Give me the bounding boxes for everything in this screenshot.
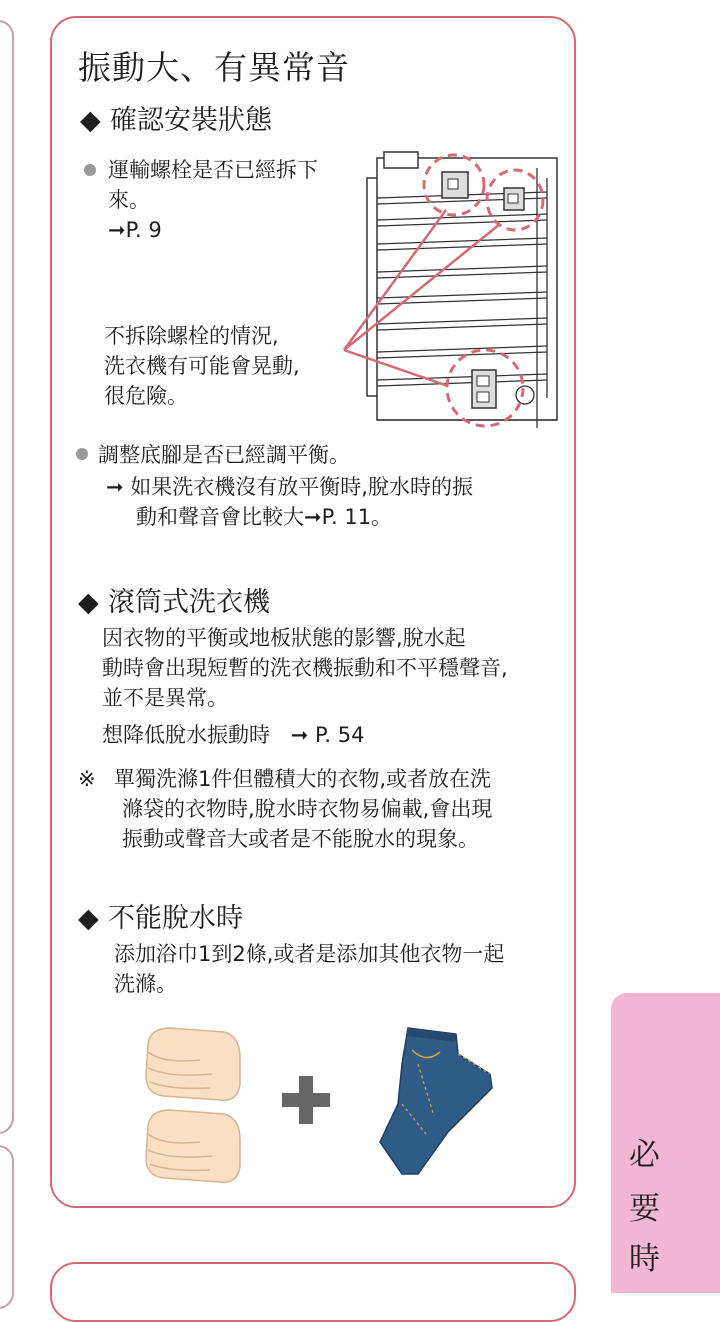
bullet-transport-bolts: 運輸螺栓是否已經拆下 來。 ➞P. 9 xyxy=(108,155,318,245)
next-card-edge xyxy=(50,1262,576,1322)
previous-card-edge xyxy=(0,20,14,1134)
section-heading-drum: ◆ 滾筒式洗衣機 xyxy=(78,587,270,618)
bulky-item-note: 單獨洗滌1件但體積大的衣物,或者放在洗 滌袋的衣物時,脫水時衣物易偏載,會出現 振動或聲音大或者是不能脫水的現象。 xyxy=(114,767,493,851)
previous-card-edge-lower xyxy=(0,1145,14,1309)
drum-washer-explanation: 因衣物的平衡或地板狀態的影響,脫水起 動時會出現短暫的洗衣機振動和不平穩聲音, 並不是異常。 xyxy=(102,626,508,710)
no-spin-advice: 添加浴巾1到2條,或者是添加其他衣物一起 洗滌。 xyxy=(114,942,505,996)
bullet-dot-icon xyxy=(84,164,96,176)
diamond-bullet-icon: ◆ xyxy=(80,105,101,136)
note-mark: ※ xyxy=(78,767,96,791)
troubleshooting-card xyxy=(50,16,576,1208)
plus-icon xyxy=(280,1074,332,1126)
section-heading-install: ◆ 確認安裝狀態 xyxy=(80,105,272,136)
chapter-side-tab[interactable]: 必 要 時 xyxy=(611,993,720,1293)
leveling-feet-detail: ➞ 如果洗衣機沒有放平衡時,脫水時的振 動和聲音會比較大➞P. 11。 xyxy=(106,475,473,529)
bullet-dot-icon xyxy=(76,448,88,460)
bullet-leveling-feet: 調整底腳是否已經調平衡。 xyxy=(98,443,350,467)
towel-icon xyxy=(140,1024,250,1184)
washer-bolt-diagram xyxy=(322,148,562,438)
jeans-icon xyxy=(378,1024,498,1184)
spin-vibration-reference: 想降低脫水振動時 ➞ P. 54 xyxy=(102,723,365,747)
card-title: 振動大、有異常音 xyxy=(78,48,350,87)
section-heading-no-spin: ◆ 不能脫水時 xyxy=(78,903,243,934)
page-ref-link[interactable]: ➞ P. 54 xyxy=(290,723,365,747)
page-ref-link[interactable]: ➞P. 9 xyxy=(108,218,162,242)
diamond-bullet-icon: ◆ xyxy=(78,903,99,934)
bolt-warning-note: 不拆除螺栓的情況, 洗衣機有可能會晃動, 很危險。 xyxy=(104,324,300,408)
diamond-bullet-icon: ◆ xyxy=(78,587,99,618)
